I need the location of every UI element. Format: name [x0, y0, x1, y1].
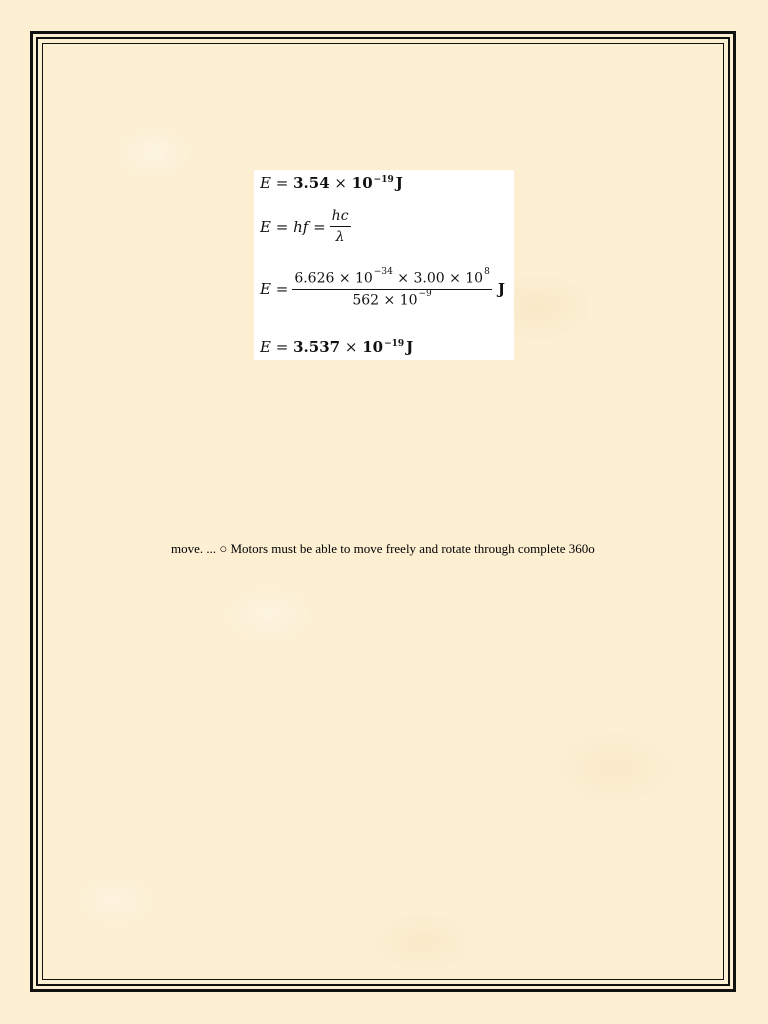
equation-result: [260, 338, 413, 356]
eq3-numerator-b: × 3.00 × 10: [392, 270, 484, 287]
eq4-base: 10: [362, 338, 384, 356]
eq4-exponent: −19: [384, 339, 405, 349]
eq3-lhs: E: [260, 280, 271, 299]
eq2-hf: hf: [293, 217, 309, 236]
eq1-equals: =: [275, 174, 289, 192]
eq1-exponent: −19: [373, 175, 394, 185]
eq3-numerator-a-exp: −34: [373, 267, 393, 277]
eq3-denominator: [350, 290, 433, 309]
eq3-numerator-a: 6.626 × 10: [294, 270, 373, 287]
eq1-base: 10: [351, 174, 373, 192]
eq3-numerator-b-exp: 8: [484, 267, 490, 277]
eq2-equals: =: [275, 217, 289, 236]
eq3-denominator-exp: −9: [418, 288, 432, 299]
eq4-times: ×: [344, 338, 358, 356]
eq1-times: ×: [334, 174, 347, 192]
eq4-equals: =: [275, 338, 289, 356]
eq3-unit: J: [497, 280, 505, 299]
eq1-mantissa: 3.54: [293, 174, 330, 192]
equation-energy-value: [260, 174, 403, 192]
eq3-denominator-base: 562 × 10: [352, 292, 418, 309]
eq4-unit: J: [406, 338, 414, 356]
eq3-fraction: [292, 267, 492, 309]
eq4-mantissa: 3.537: [293, 338, 341, 356]
body-text: move. ... ○ Motors must be able to move freely and rotate through complete 360o: [171, 541, 595, 556]
eq4-lhs: E: [260, 338, 271, 356]
eq2-fraction: [330, 208, 351, 245]
eq2-denominator: λ: [335, 229, 345, 245]
eq3-equals: =: [275, 280, 289, 299]
equation-substitution: [260, 267, 505, 309]
eq2-numerator: hc: [330, 208, 351, 227]
equation-planck: [260, 208, 355, 245]
eq2-lhs: E: [260, 217, 271, 236]
eq3-numerator: [292, 267, 492, 290]
equation-image: [254, 170, 514, 360]
eq1-lhs: E: [260, 174, 271, 192]
eq1-unit: J: [395, 174, 403, 192]
eq2-equals-2: =: [313, 217, 326, 236]
